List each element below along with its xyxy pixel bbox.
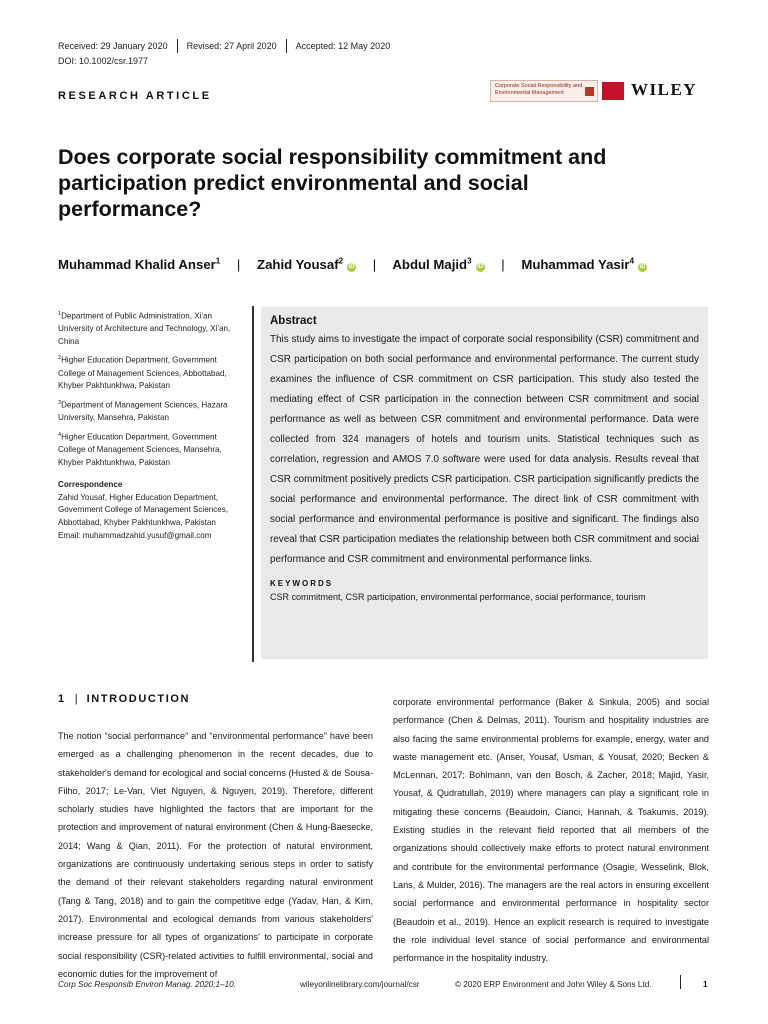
body-text-left: The notion “social performance” and “environmental performance” have been emerged as a challenging phenomenon in the recent decades, due to stakeholder's demand for ecological and social concerns (Husted & de Sousa-Filho, 2017; Le-Van, Viet Nguyen, & Nguyen, 2019). Therefore, different scholarly studies have highlighted the factors that are important for the protection and improvement of natural environment (Chen & Hung-Baesecke, 2014; Wang & Qian, 2011). For the protection of natural environment, organizations are continuously undertaking serious steps in order to satisfy the demand of their relevant stakeholders regarding natural environment (Tang & Tang, 2018) and to gain the competitive edge (Yadav, Han, & Kim, 2017). Environmental and ecological demands from various stakeholders' increase pressure for all types of organizations' to participate in corporate social responsibility (CSR)-related activities to fulfill environmental, social and economic duties for the improvement of <box>58 731 373 979</box>
keywords-text: CSR commitment, CSR participation, environmental performance, social performance, tourism <box>270 592 646 602</box>
journal-logo-text: Corporate Social Responsibility and Environmental Management <box>495 83 583 96</box>
footer-copyright: © 2020 ERP Environment and John Wiley & Sons Ltd. <box>455 980 652 989</box>
keywords-heading: KEYWORDS <box>270 579 334 588</box>
orcid-icon[interactable]: iD <box>477 264 484 271</box>
abstract-heading: Abstract <box>270 315 317 327</box>
date-separator <box>286 39 287 53</box>
footer-url[interactable]: wileyonlinelibrary.com/journal/csr <box>300 980 420 989</box>
revised-date: Revised: 27 April 2020 <box>186 41 277 51</box>
accepted-date: Accepted: 12 May 2020 <box>295 41 391 51</box>
author-separator: | <box>236 257 241 273</box>
affiliation: $^3$Department of Management Sciences, Hazara University, Mansehra, Pakistan <box>58 399 228 423</box>
correspondence-email[interactable]: Email: muhammadzahid.yusuf@gmail.com <box>58 530 212 540</box>
author-list <box>58 257 647 272</box>
article-type: RESEARCH ARTICLE <box>58 90 212 102</box>
author[interactable]: Muhammad Yasir$^4$iD <box>521 257 646 273</box>
article-title: Does corporate social responsibility commitment and participation predict environmental and social performance? <box>58 145 607 221</box>
orcid-icon[interactable]: iD <box>348 264 355 271</box>
affiliation: $^2$Higher Education Department, Government College of Management Sciences, Abbottabad, Khyber Pakhtunkhwa, Pakistan <box>58 355 227 391</box>
journal-logo-mark <box>585 87 594 96</box>
correspondence-text: Zahid Yousaf, Higher Education Department, Government College of Management Sciences, Abbottabad, Khyber Pakhtunkhwa, Pakistan <box>58 492 229 528</box>
journal-logo <box>490 80 598 102</box>
affiliation: $^1$Department of Public Administration, Xi'an University of Architecture and Technology, Xi'an, China <box>58 311 231 346</box>
author[interactable]: Muhammad Khalid Anser$^1$ <box>58 257 221 273</box>
author-separator: | <box>372 257 377 273</box>
section-separator: | <box>74 693 78 705</box>
footer-citation: Corp Soc Responsib Environ Manag. 2020;1–10. <box>58 980 236 989</box>
section-heading <box>58 693 190 705</box>
article-dates <box>58 39 390 53</box>
date-separator <box>177 39 178 53</box>
author[interactable]: Zahid Yousaf$^2$iD <box>257 257 355 273</box>
affiliation: $^4$Higher Education Department, Government College of Management Sciences, Mansehra, Khyber Pakhtunkhwa, Pakistan <box>58 431 222 467</box>
author[interactable]: Abdul Majid$^3$iD <box>392 257 484 273</box>
doi[interactable]: DOI: 10.1002/csr.1977 <box>58 56 149 66</box>
received-date: Received: 29 January 2020 <box>58 41 168 51</box>
section-number: 1 <box>58 693 66 705</box>
wiley-logo-mark <box>602 82 624 100</box>
author-separator: | <box>501 257 505 273</box>
footer-separator <box>680 975 681 989</box>
column-divider <box>252 306 254 662</box>
body-text-right: corporate environmental performance (Baker & Sinkula, 2005) and social performance (Chen & Delmas, 2011). Tourism and hospitality industries are also facing the same environmental problems for example, energy, water and waste management etc. (Anser, Yousaf, Usman, & Yousaf, 2020; Becken & McLennan, 2017; Bohlmann, van den Bosch, & Zacher, 2018; Majid, Yasir, Yousaf, & Qudratullah, 2019) where managers can play a significant role in mitigating these concerns (Beaudoin, Cianci, Hannah, & Tsakumis, 2019). Existing studies in the relevant field reported that all members of the organizations should collectively make efforts to protect natural environment and contribute for the environmental performance (Osagie, Wesselink, Blok, Lans, & Mulder, 2016). The managers are the real actors in ensuring excellent social performance and environmental performance in hospitality sector (Beaudoin et al., 2019). Hence an explicit research is required to investigate the role individual level stance of social performance and environmental performance in the hospitality industry. <box>393 697 709 964</box>
abstract-box <box>261 307 708 659</box>
section-title: INTRODUCTION <box>86 693 191 705</box>
affiliations <box>58 308 243 542</box>
page-number: 1 <box>703 980 708 989</box>
correspondence-heading: Correspondence <box>58 480 123 490</box>
orcid-icon[interactable]: iD <box>639 264 646 271</box>
abstract-text: This study aims to investigate the impact of corporate social responsibility (CSR) commitment and CSR participation on both social performance and environmental performance. The current study examines the influence of CSR commitment on CSR participation. This study also tested the mediating effect of CSR participation in the connection between CSR commitment and social performance as well as between CSR commitment and environmental performance. Data were collected from 324 managers of hotels and tourism units. Statistical techniques such as correlation, regression and AMOS 7.0 software were used for data analysis. Results reveal that CSR commitment positively predicts CSR participation. CSR participation significantly predicts the social performance and environmental performance. The direct link of CSR commitment with social performance and environmental performance is positive and significant. The findings also reveal that CSR participation mediates the relationship between both CSR commitment and social performance and CSR commitment and environmental performance links. <box>270 334 699 565</box>
publisher-logo: WILEY <box>631 80 698 99</box>
